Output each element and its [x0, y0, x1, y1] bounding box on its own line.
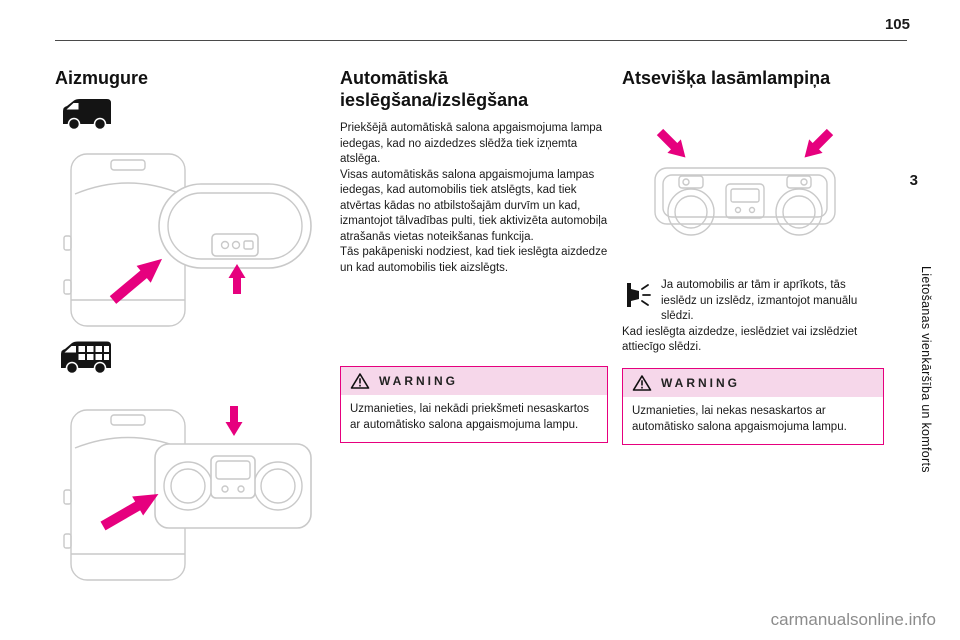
combi-van-variant-icon: [59, 338, 113, 378]
cargo-van-variant-icon: [61, 96, 113, 132]
warning-title: WARNING: [661, 376, 740, 390]
warning-text: Uzmanieties, lai nekas nesaskartos ar automātisko salona apgaismojuma lampu.: [632, 405, 847, 433]
warning-triangle-icon: [350, 372, 370, 390]
van-top-view-front-lamp-illustration: [55, 148, 320, 336]
chapter-tab: 3: [909, 172, 918, 189]
warning-title: WARNING: [379, 374, 458, 388]
overhead-console-illustration: [630, 128, 860, 250]
section-automatic-switching: [340, 60, 608, 431]
rear-ceiling-lamp-detail: [155, 444, 311, 528]
warning-box: [622, 368, 884, 445]
van-top-view-rear-lamp-illustration: [55, 404, 320, 586]
reading-lamp-icon: [622, 280, 652, 310]
section-individual-reading-lamp: [622, 60, 884, 433]
front-ceiling-lamp-detail: [159, 184, 311, 268]
pointer-arrow: [798, 128, 837, 164]
section-heading-automatic: Automātiskā ieslēgšana/izslēgšana: [340, 68, 529, 110]
watermark: carmanualsonline.info: [770, 610, 936, 629]
section-rear: [55, 60, 323, 100]
warning-header: [623, 369, 883, 397]
paragraph: Priekšējā automātiskā salona apgaismojuma lampa iedegas, kad no aizdedzes slēdža tiek izņemta atslēga.: [340, 122, 603, 166]
header-divider: [55, 40, 907, 41]
pointer-arrow: [653, 128, 692, 164]
warning-text: Uzmanieties, lai nekādi priekšmeti nesaskartos ar automātisko salona apgaismojuma lampu.: [350, 403, 590, 431]
pointer-arrow: [98, 484, 164, 535]
reading-lamp-paragraph-block: [622, 278, 884, 356]
paragraph: Ja automobilis ar tām ir aprīkots, tās ieslēdz un izslēdz, izmantojot manuālu slēdzi.: [661, 279, 858, 323]
paragraph: Visas automātiskās salona apgaismojuma lampas iedegas, kad automobilis tiek atslēgts, kad tiek atvērtas kādas no atbilstošajām durvīm un kad, izmantojot tālvadības pulti, tiek aktivizēta automobiļa atrašanās vietas noteikšanas funkcija.: [340, 168, 608, 243]
pointer-arrow: [226, 406, 243, 436]
section-heading-reading-lamp: Atsevišķa lasāmlampiņa: [622, 68, 831, 88]
paragraph: Tās pakāpeniski nodziest, kad tiek ieslēgta aizdedze un kad automobilis tiek aizslēgts.: [340, 246, 608, 274]
console-outline: [655, 168, 835, 235]
page-number: 105: [884, 16, 910, 33]
chapter-title-vertical: Lietošanas vienkāršība un komforts: [919, 266, 933, 473]
warning-box: [340, 366, 608, 443]
warning-triangle-icon: [632, 374, 652, 392]
paragraph: Kad ieslēgta aizdedze, ieslēdziet vai izslēdziet attiecīgo slēdzi.: [622, 325, 858, 354]
section-heading-rear: Aizmugure: [55, 68, 149, 88]
warning-header: [341, 367, 607, 395]
